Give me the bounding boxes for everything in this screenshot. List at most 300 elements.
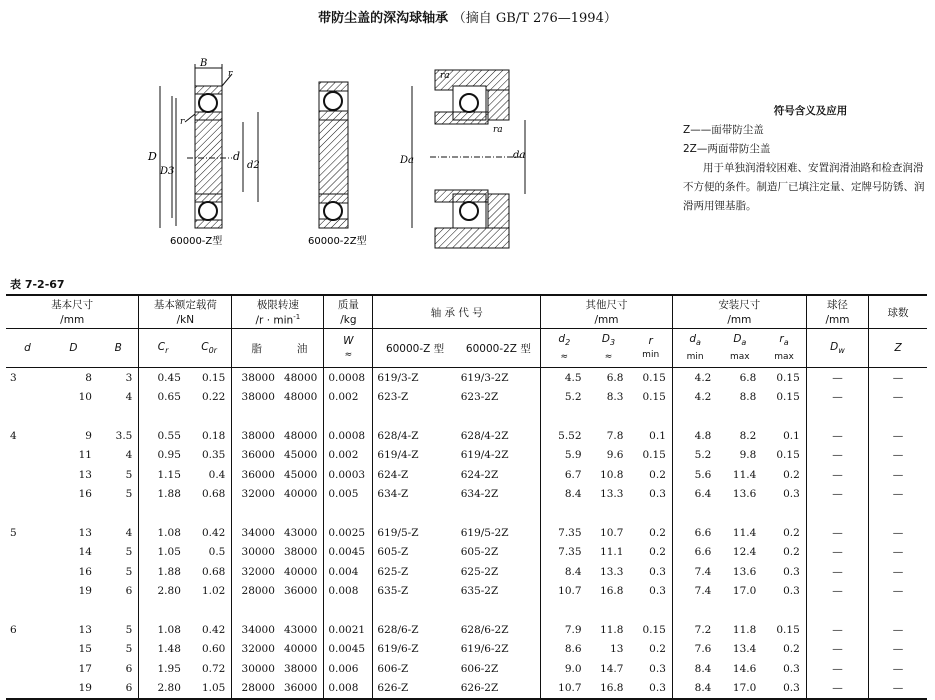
table-cell: 16 <box>78 565 92 578</box>
table-cell: 605-2Z <box>460 546 499 559</box>
table-cell: 6 <box>98 678 139 698</box>
table-cell: — <box>806 465 868 484</box>
table-cell: 0.15 <box>642 371 666 384</box>
hdr-basic-dims: 基本尺寸 <box>51 298 94 311</box>
table-cell: — <box>806 446 868 465</box>
table-cell: 0.22 <box>201 391 226 404</box>
table-cell: 6 <box>125 662 133 675</box>
table-cell: 0.006 <box>324 659 373 678</box>
table-cell: 0.2 <box>649 468 666 481</box>
table-cell: 0.3 <box>783 488 800 501</box>
table-cell: 5.6 <box>672 465 717 484</box>
table-cell: 11.4 <box>732 468 757 481</box>
table-cell: 0.68 <box>201 565 226 578</box>
table-cell: 619/5-Z <box>373 523 457 542</box>
col-dw: D <box>830 340 839 353</box>
table-cell <box>6 543 49 562</box>
hdr-ball-count: 球数 <box>887 306 909 319</box>
table-cell: 34000 <box>232 523 281 542</box>
table-cell: 4 <box>125 449 133 462</box>
table-cell: 635-Z <box>373 581 457 600</box>
table-cell: 6 <box>10 623 17 636</box>
label-D3: D3 <box>160 166 175 177</box>
table-cell: 36000 <box>232 446 281 465</box>
col-ra: r <box>779 332 784 345</box>
table-cell: 5 <box>125 488 133 501</box>
table-cell: 10.8 <box>600 468 624 481</box>
table-cell: 0.002 <box>324 446 373 465</box>
table-cell <box>6 446 49 465</box>
table-cell: 6.6 <box>672 543 717 562</box>
table-cell <box>6 678 49 698</box>
table-cell: 30000 <box>232 543 281 562</box>
table-cell: 28000 <box>232 581 281 600</box>
table-cell: — <box>806 543 868 562</box>
hdr-unit-speed: /r · min <box>255 314 294 327</box>
table-cell: 0.0045 <box>324 543 373 562</box>
hdr-load: 基本额定载荷 <box>153 298 217 311</box>
table-cell: 4.2 <box>672 368 717 388</box>
table-cell: 0.004 <box>324 562 373 581</box>
col-d3-sub: 3 <box>610 338 616 348</box>
table-cell: — <box>869 639 927 658</box>
table-cell: 3 <box>125 371 133 384</box>
hdr-code: 轴 承 代 号 <box>430 306 483 319</box>
label-r-top: r <box>228 69 233 79</box>
table-cell: 625-2Z <box>460 565 499 578</box>
table-cell: 619/5-2Z <box>460 526 509 539</box>
table-cell: 9.6 <box>606 449 624 462</box>
table-cell: 0.15 <box>776 623 800 636</box>
table-cell: 1.05 <box>187 678 232 698</box>
table-cell: 5.2 <box>672 446 717 465</box>
table-row <box>6 484 927 503</box>
table-cell: — <box>806 639 868 658</box>
table-cell: 32000 <box>232 639 281 658</box>
table-cell: 5.9 <box>541 446 588 465</box>
table-cell: — <box>869 659 927 678</box>
table-cell: 7.4 <box>672 562 717 581</box>
table-cell: 626-Z <box>373 678 457 698</box>
table-cell: 7.6 <box>672 639 717 658</box>
legend-line-z: Z——面带防尘盖 <box>683 124 764 136</box>
col-Da: D <box>733 332 742 345</box>
table-cell <box>6 484 49 503</box>
table-cell: 0.3 <box>649 565 666 578</box>
table-cell: 6.8 <box>606 371 624 384</box>
table-cell: 5 <box>125 623 133 636</box>
table-cell: 0.1 <box>649 429 666 442</box>
table-cell: 4.8 <box>672 426 717 445</box>
col-da-sub: a <box>695 338 701 348</box>
table-cell: 0.42 <box>201 526 226 539</box>
bearing-table <box>6 294 927 700</box>
table-cell: 0.3 <box>649 488 666 501</box>
table-cell: 17.0 <box>732 584 757 597</box>
title-main: 带防尘盖的深沟球轴承 <box>318 11 449 26</box>
table-cell: 0.3 <box>762 678 806 698</box>
table-cell: 0.4 <box>208 468 226 481</box>
col-dw-sub: w <box>838 346 845 356</box>
table-cell: 628/6-2Z <box>460 623 509 636</box>
table-cell: 32000 <box>232 484 281 503</box>
table-cell: 634-Z <box>373 484 457 503</box>
col-code-2z: 60000-2Z 型 <box>465 342 531 355</box>
table-cell: 16.8 <box>588 678 630 698</box>
table-cell: 0.3 <box>629 678 672 698</box>
table-row <box>6 523 927 542</box>
table-cell: 0.95 <box>139 446 187 465</box>
table-cell <box>6 639 49 658</box>
table-row <box>6 426 927 445</box>
table-cell: 0.15 <box>776 391 800 404</box>
table-cell: 5.52 <box>541 426 588 445</box>
table-cell: — <box>869 678 927 698</box>
table-cell: 8.4 <box>672 678 717 698</box>
table-cell: 0.15 <box>642 623 666 636</box>
table-cell: 13.4 <box>732 643 757 656</box>
col-ra-max: max <box>774 352 794 363</box>
hdr-other: 其他尺寸 <box>585 298 628 311</box>
table-cell: 0.0008 <box>324 426 373 445</box>
table-cell: 619/6-2Z <box>460 643 509 656</box>
col-da-min: min <box>686 352 704 363</box>
table-cell: 1.88 <box>139 484 187 503</box>
table-cell: 8.4 <box>541 562 588 581</box>
label-d: d <box>233 150 241 163</box>
table-cell: 32000 <box>232 562 281 581</box>
table-cell: 7.4 <box>672 581 717 600</box>
table-cell: 0.2 <box>783 468 800 481</box>
col-d3-approx: ≈ <box>604 352 613 363</box>
table-cell: 619/3-Z <box>373 368 457 388</box>
table-cell: 38000 <box>232 387 281 406</box>
table-cell: 17 <box>78 662 92 675</box>
table-cell: 0.3 <box>783 565 800 578</box>
table-cell: 623-Z <box>373 387 457 406</box>
table-cell: 9.8 <box>739 449 757 462</box>
table-cell: 10.7 <box>541 581 588 600</box>
table-cell: 48000 <box>283 371 318 384</box>
table-cell <box>6 465 49 484</box>
table-cell: 619/3-2Z <box>460 371 509 384</box>
table-cell: 11.8 <box>600 623 624 636</box>
col-r-min: min <box>642 350 660 360</box>
table-cell: 619/6-Z <box>373 639 457 658</box>
table-cell: 0.2 <box>649 526 666 539</box>
table-cell: 1.08 <box>139 620 187 639</box>
table-cell: 0.002 <box>324 387 373 406</box>
table-cell: 9.0 <box>541 659 588 678</box>
table-cell: 10 <box>78 391 92 404</box>
hdr-mass: 质量 <box>337 298 359 311</box>
table-cell: 11.8 <box>732 623 757 636</box>
table-cell: 628/4-Z <box>373 426 457 445</box>
table-cell: 19 <box>78 584 92 597</box>
table-row <box>6 581 927 600</box>
table-cell: 16 <box>78 488 92 501</box>
col-d: d <box>24 342 31 354</box>
col-w-approx: ≈ <box>344 350 353 360</box>
col-Da-sub: a <box>741 338 747 348</box>
table-cell: 0.15 <box>776 371 800 384</box>
table-cell: 625-Z <box>373 562 457 581</box>
figure-installation <box>399 70 525 248</box>
table-cell: — <box>806 562 868 581</box>
table-cell: 0.15 <box>642 391 666 404</box>
col-d2: d <box>558 332 566 345</box>
table-cell: 8 <box>85 371 92 384</box>
table-cell: 14.7 <box>600 662 624 675</box>
table-cell: — <box>806 523 868 542</box>
table-cell: 11.1 <box>600 546 624 559</box>
table-cell: 17.0 <box>717 678 762 698</box>
hdr-unit-kg: /kg <box>340 314 357 326</box>
table-cell: 0.15 <box>642 449 666 462</box>
table-cell: 8.8 <box>739 391 757 404</box>
table-cell: — <box>869 562 927 581</box>
table-row <box>6 446 927 465</box>
table-cell: 48000 <box>283 429 318 442</box>
table-cell: 606-2Z <box>460 662 499 675</box>
table-cell: 45000 <box>283 449 318 462</box>
table-cell: 0.0045 <box>324 639 373 658</box>
label-da: da <box>513 150 526 161</box>
table-cell: — <box>806 426 868 445</box>
table-cell: 606-Z <box>373 659 457 678</box>
table-cell: — <box>869 581 927 600</box>
table-cell: — <box>869 620 927 639</box>
table-cell: 0.3 <box>649 584 666 597</box>
table-cell: 8.6 <box>541 639 588 658</box>
table-cell: 40000 <box>283 643 318 656</box>
table-row <box>6 639 927 658</box>
table-cell: 30000 <box>232 659 281 678</box>
table-cell: 19 <box>49 678 98 698</box>
table-cell: 34000 <box>232 620 281 639</box>
table-cell: 8.3 <box>606 391 624 404</box>
table-cell <box>6 581 49 600</box>
table-cell: 40000 <box>283 488 318 501</box>
col-cr-sub: r <box>165 346 169 356</box>
table-cell: 0.1 <box>783 429 800 442</box>
table-cell: 4 <box>125 526 133 539</box>
table-cell: 2.80 <box>139 581 187 600</box>
table-cell: — <box>869 446 927 465</box>
table-cell: 48000 <box>283 391 318 404</box>
table-cell: 13 <box>78 526 92 539</box>
table-cell: — <box>806 620 868 639</box>
table-cell: 10.7 <box>541 678 588 698</box>
table-cell: 0.3 <box>783 662 800 675</box>
col-oil: 油 <box>296 342 308 355</box>
table-cell: 14 <box>78 546 92 559</box>
table-cell: 4 <box>10 429 17 442</box>
table-cell: 7.2 <box>672 620 717 639</box>
table-cell: 4.5 <box>541 368 588 388</box>
col-B: B <box>114 342 122 354</box>
table-cell: 38000 <box>283 662 318 675</box>
hdr-unit-speed-exp: -1 <box>293 313 301 322</box>
table-cell: 8.4 <box>541 484 588 503</box>
table-body <box>6 368 927 699</box>
table-cell: 36000 <box>281 678 324 698</box>
table-cell: 0.72 <box>201 662 226 675</box>
col-d3: D <box>601 332 610 345</box>
table-cell: — <box>869 543 927 562</box>
table-cell: 0.2 <box>783 546 800 559</box>
table-cell: 5 <box>125 546 133 559</box>
table-cell: 4.2 <box>672 387 717 406</box>
table-cell: 13 <box>78 468 92 481</box>
table-cell: 6.6 <box>672 523 717 542</box>
table-cell: 0.60 <box>201 643 226 656</box>
label-ra-side: ra <box>493 125 503 135</box>
table-cell: 1.48 <box>139 639 187 658</box>
table-cell: 0.2 <box>783 526 800 539</box>
label-D: D <box>148 150 157 163</box>
col-w: W <box>343 335 354 347</box>
hdr-unit-mm-1: /mm <box>60 314 85 326</box>
col-code-z: 60000-Z 型 <box>385 342 445 355</box>
table-cell: 6.8 <box>739 371 757 384</box>
table-cell: 635-2Z <box>460 584 499 597</box>
table-cell: 11 <box>78 449 92 462</box>
table-cell: — <box>869 465 927 484</box>
table-cell: 13 <box>78 623 92 636</box>
table-cell: — <box>806 484 868 503</box>
label-d2: d2 <box>247 160 260 171</box>
table-cell: 13.6 <box>732 565 757 578</box>
table-cell: 43000 <box>283 623 318 636</box>
table-row <box>6 368 927 388</box>
table-cell: 634-2Z <box>460 488 499 501</box>
col-ra-sub: a <box>783 338 789 348</box>
table-cell: 6.4 <box>672 484 717 503</box>
table-cell: 0.3 <box>783 584 800 597</box>
table-cell: 7.35 <box>541 543 588 562</box>
label-Da: Da <box>400 155 414 166</box>
table-cell: 3.5 <box>115 429 133 442</box>
table-cell: — <box>869 523 927 542</box>
table-cell: 11.4 <box>732 526 757 539</box>
table-cell: 43000 <box>283 526 318 539</box>
hdr-speed: 极限转速 <box>256 298 299 311</box>
table-cell: 0.15 <box>201 371 226 384</box>
table-cell: 0.15 <box>776 449 800 462</box>
table-cell: 0.0008 <box>324 368 373 388</box>
table-cell: 13.3 <box>600 488 624 501</box>
table-cell: 0.005 <box>324 484 373 503</box>
legend-line-2z: 2Z—两面带防尘盖 <box>683 143 771 155</box>
hdr-install: 安装尺寸 <box>718 298 761 311</box>
table-cell: 0.65 <box>139 387 187 406</box>
table-cell: 36000 <box>283 584 318 597</box>
hdr-unit-mm-2: /mm <box>594 314 619 326</box>
table-cell: — <box>806 581 868 600</box>
table-cell: 628/6-Z <box>373 620 457 639</box>
table-cell: 0.5 <box>208 546 226 559</box>
col-c0r: C <box>201 340 209 353</box>
table-cell: — <box>869 426 927 445</box>
table-cell: 28000 <box>232 678 281 698</box>
table-cell: 0.0021 <box>324 620 373 639</box>
hdr-unit-mm-3: /mm <box>727 314 752 326</box>
table-cell: 0.35 <box>201 449 226 462</box>
label-r-side: r <box>180 117 185 127</box>
table-cell: 628/4-2Z <box>460 429 509 442</box>
table-cell: 6.7 <box>541 465 588 484</box>
col-grease: 脂 <box>251 342 262 355</box>
table-cell <box>6 387 49 406</box>
table-cell: 7.35 <box>541 523 588 542</box>
col-z: Z <box>894 342 902 354</box>
table-cell: 619/4-Z <box>373 446 457 465</box>
col-Da-max: max <box>730 352 750 363</box>
col-d2-sub: 2 <box>565 338 571 348</box>
table-row <box>6 620 927 639</box>
hdr-ball-dia: 球径 <box>826 298 848 311</box>
table-row <box>6 678 927 698</box>
table-cell: — <box>806 387 868 406</box>
table-cell: 7.8 <box>606 429 624 442</box>
table-cell: 5.2 <box>541 387 588 406</box>
col-c0r-sub: 0r <box>208 346 217 356</box>
table-row <box>6 465 927 484</box>
table-cell: 0.008 <box>324 581 373 600</box>
table-cell: 0.3 <box>649 662 666 675</box>
table-cell: 0.45 <box>139 368 187 388</box>
table-cell: 1.15 <box>139 465 187 484</box>
table-cell: 0.55 <box>139 426 187 445</box>
table-cell: 5 <box>10 526 17 539</box>
table-row <box>6 387 927 406</box>
table-cell: 15 <box>78 643 92 656</box>
table-cell: 6 <box>125 584 133 597</box>
col-da: d <box>689 332 696 345</box>
table-cell: 2.80 <box>139 678 187 698</box>
table-row <box>6 543 927 562</box>
caption-60000-2z: 60000-2Z型 <box>308 236 367 247</box>
table-cell: 4 <box>125 391 133 404</box>
label-ra-top: ra <box>440 71 450 81</box>
table-cell: — <box>869 368 927 388</box>
table-cell: 0.0025 <box>324 523 373 542</box>
table-cell: — <box>806 659 868 678</box>
table-cell: 38000 <box>232 426 281 445</box>
table-cell: 8.4 <box>672 659 717 678</box>
legend-paragraph: 用于单独润滑较困难、安置润滑油路和检查润滑不方便的条件。制造厂已填注定量、定牌号防锈、润滑两用锂基脂。 <box>683 162 925 212</box>
table-cell: 5 <box>125 643 133 656</box>
table-cell: 8.2 <box>739 429 757 442</box>
group-spacer <box>6 601 927 620</box>
table-cell: 0.42 <box>201 623 226 636</box>
table-cell: 45000 <box>283 468 318 481</box>
table-cell: 1.02 <box>201 584 226 597</box>
table-cell: 13.3 <box>600 565 624 578</box>
table-cell: 605-Z <box>373 543 457 562</box>
table-cell: 38000 <box>283 546 318 559</box>
label-B: B <box>200 58 208 69</box>
table-cell: 0.008 <box>324 678 373 698</box>
table-cell: 623-2Z <box>460 391 499 404</box>
table-cell: 1.95 <box>139 659 187 678</box>
table-cell: 7.9 <box>541 620 588 639</box>
table-cell: 1.88 <box>139 562 187 581</box>
table-cell: 14.6 <box>732 662 757 675</box>
table-cell: — <box>806 678 868 698</box>
table-cell: 10.7 <box>600 526 624 539</box>
